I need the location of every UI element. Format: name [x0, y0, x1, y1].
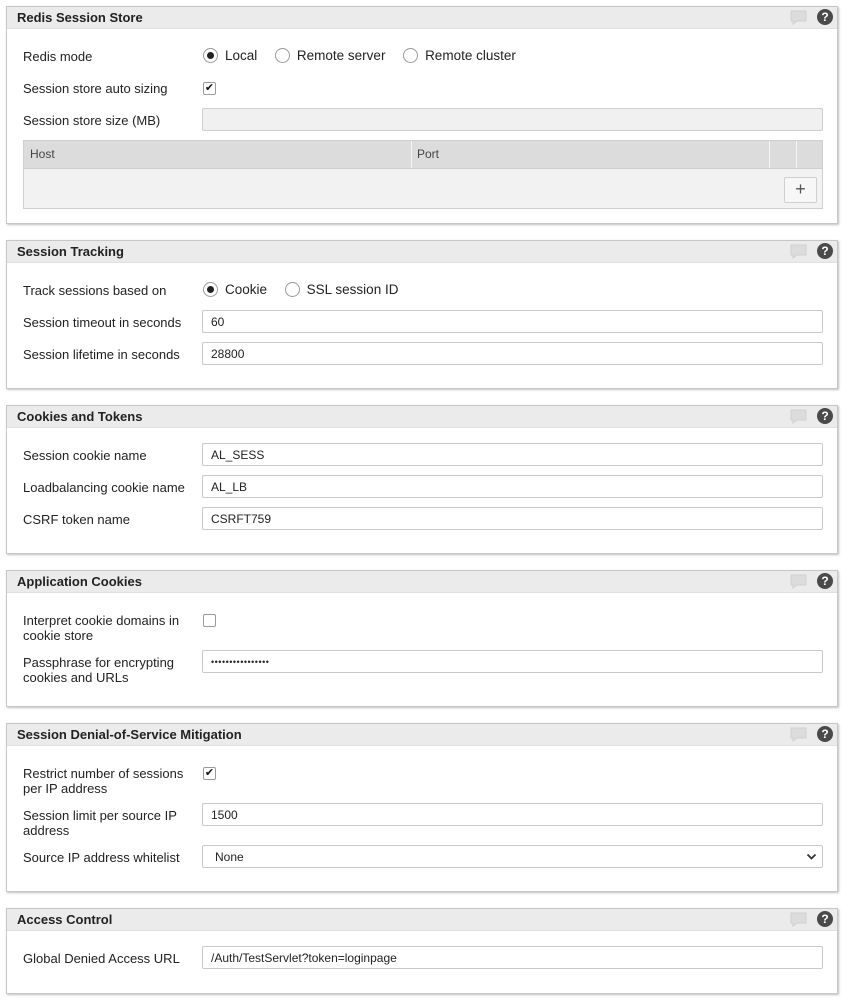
column-divider — [796, 141, 797, 168]
help-icon[interactable]: ? — [817, 243, 833, 259]
session-cookie-input[interactable]: AL_SESS — [202, 443, 823, 466]
ip-whitelist-value: None — [215, 850, 244, 864]
panel-title: Redis Session Store — [17, 10, 143, 25]
panel-header — [7, 571, 837, 593]
session-timeout-input[interactable]: 60 — [202, 310, 823, 333]
radio-label: Remote server — [296, 48, 386, 64]
help-icon[interactable]: ? — [817, 9, 833, 25]
panel-title: Application Cookies — [17, 574, 142, 589]
help-icon[interactable]: ? — [817, 911, 833, 927]
session-lifetime-input[interactable]: 28800 — [202, 342, 823, 365]
ip-whitelist-label: Source IP address whitelist — [23, 850, 180, 865]
csrf-token-input[interactable]: CSRFT759 — [202, 507, 823, 530]
radio-cookie[interactable] — [203, 281, 267, 297]
interpret-domains-checkbox[interactable] — [203, 614, 216, 627]
comment-icon[interactable] — [790, 244, 807, 259]
restrict-sessions-label: Restrict number of sessions per IP address — [23, 766, 184, 796]
comment-icon[interactable] — [790, 10, 807, 25]
store-size-input[interactable] — [202, 108, 823, 131]
restrict-sessions-checkbox[interactable]: ✔ — [204, 767, 215, 779]
grid-header-host[interactable]: Host — [30, 147, 55, 161]
session-limit-input[interactable]: 1500 — [202, 803, 823, 826]
help-icon[interactable]: ? — [817, 408, 833, 424]
ip-whitelist-select[interactable] — [202, 845, 823, 868]
panel-title: Session Tracking — [17, 244, 124, 259]
radio-button[interactable] — [403, 48, 418, 63]
store-size-label: Session store size (MB) — [23, 113, 161, 128]
passphrase-input[interactable]: •••••••••••••••• — [202, 650, 823, 673]
session-limit-label: Session limit per source IP address — [23, 808, 177, 838]
auto-sizing-label: Session store auto sizing — [23, 81, 168, 96]
track-sessions-label: Track sessions based on — [23, 283, 167, 298]
redis-mode-label: Redis mode — [23, 49, 93, 64]
radio-label: Local — [225, 48, 258, 64]
grid-header — [24, 141, 822, 169]
session-cookie-label: Session cookie name — [23, 448, 147, 463]
chevron-down-icon — [806, 851, 817, 862]
panel-header — [7, 724, 837, 746]
radio-label: Remote cluster — [425, 48, 516, 64]
panel-title: Cookies and Tokens — [17, 409, 143, 424]
comment-icon[interactable] — [790, 574, 807, 589]
radio-button[interactable] — [203, 282, 218, 297]
radio-local[interactable] — [203, 47, 257, 63]
denied-url-input[interactable]: /Auth/TestServlet?token=loginpage — [202, 946, 823, 969]
csrf-token-label: CSRF token name — [23, 512, 130, 527]
application-cookies-panel — [6, 570, 838, 707]
redis-session-store-panel — [6, 6, 838, 224]
session-lifetime-label: Session lifetime in seconds — [23, 347, 180, 362]
radio-ssl-session-id[interactable] — [285, 281, 399, 297]
add-row-button[interactable]: + — [784, 177, 817, 203]
dos-mitigation-panel — [6, 723, 838, 892]
panel-title: Access Control — [17, 912, 113, 927]
interpret-domains-label: Interpret cookie domains in cookie store — [23, 613, 180, 643]
grid-header-port[interactable]: Port — [417, 147, 440, 161]
comment-icon[interactable] — [790, 727, 807, 742]
column-divider — [411, 141, 412, 168]
host-port-grid — [23, 140, 823, 209]
radio-button[interactable] — [203, 48, 218, 63]
track-sessions-radio-group — [203, 281, 412, 297]
cookies-tokens-panel — [6, 405, 838, 554]
session-tracking-panel — [6, 240, 838, 389]
auto-sizing-checkbox[interactable]: ✔ — [204, 82, 215, 94]
radio-remote-server[interactable] — [275, 47, 386, 63]
panel-header — [7, 7, 837, 29]
session-timeout-label: Session timeout in seconds — [23, 315, 182, 330]
panel-header — [7, 909, 837, 931]
help-icon[interactable]: ? — [817, 573, 833, 589]
help-icon[interactable]: ? — [817, 726, 833, 742]
panel-header — [7, 241, 837, 263]
comment-icon[interactable] — [790, 912, 807, 927]
column-divider — [769, 141, 770, 168]
access-control-panel — [6, 908, 838, 994]
radio-label: SSL session ID — [306, 282, 399, 298]
lb-cookie-label: Loadbalancing cookie name — [23, 480, 185, 495]
passphrase-label: Passphrase for encrypting cookies and URLs — [23, 655, 175, 685]
comment-icon[interactable] — [790, 409, 807, 424]
panel-header — [7, 406, 837, 428]
denied-url-label: Global Denied Access URL — [23, 951, 180, 966]
panel-title: Session Denial-of-Service Mitigation — [17, 727, 242, 742]
radio-button[interactable] — [285, 282, 300, 297]
radio-label: Cookie — [225, 282, 268, 298]
radio-remote-cluster[interactable] — [403, 47, 516, 63]
redis-mode-radio-group — [203, 47, 530, 63]
radio-button[interactable] — [275, 48, 290, 63]
lb-cookie-input[interactable]: AL_LB — [202, 475, 823, 498]
